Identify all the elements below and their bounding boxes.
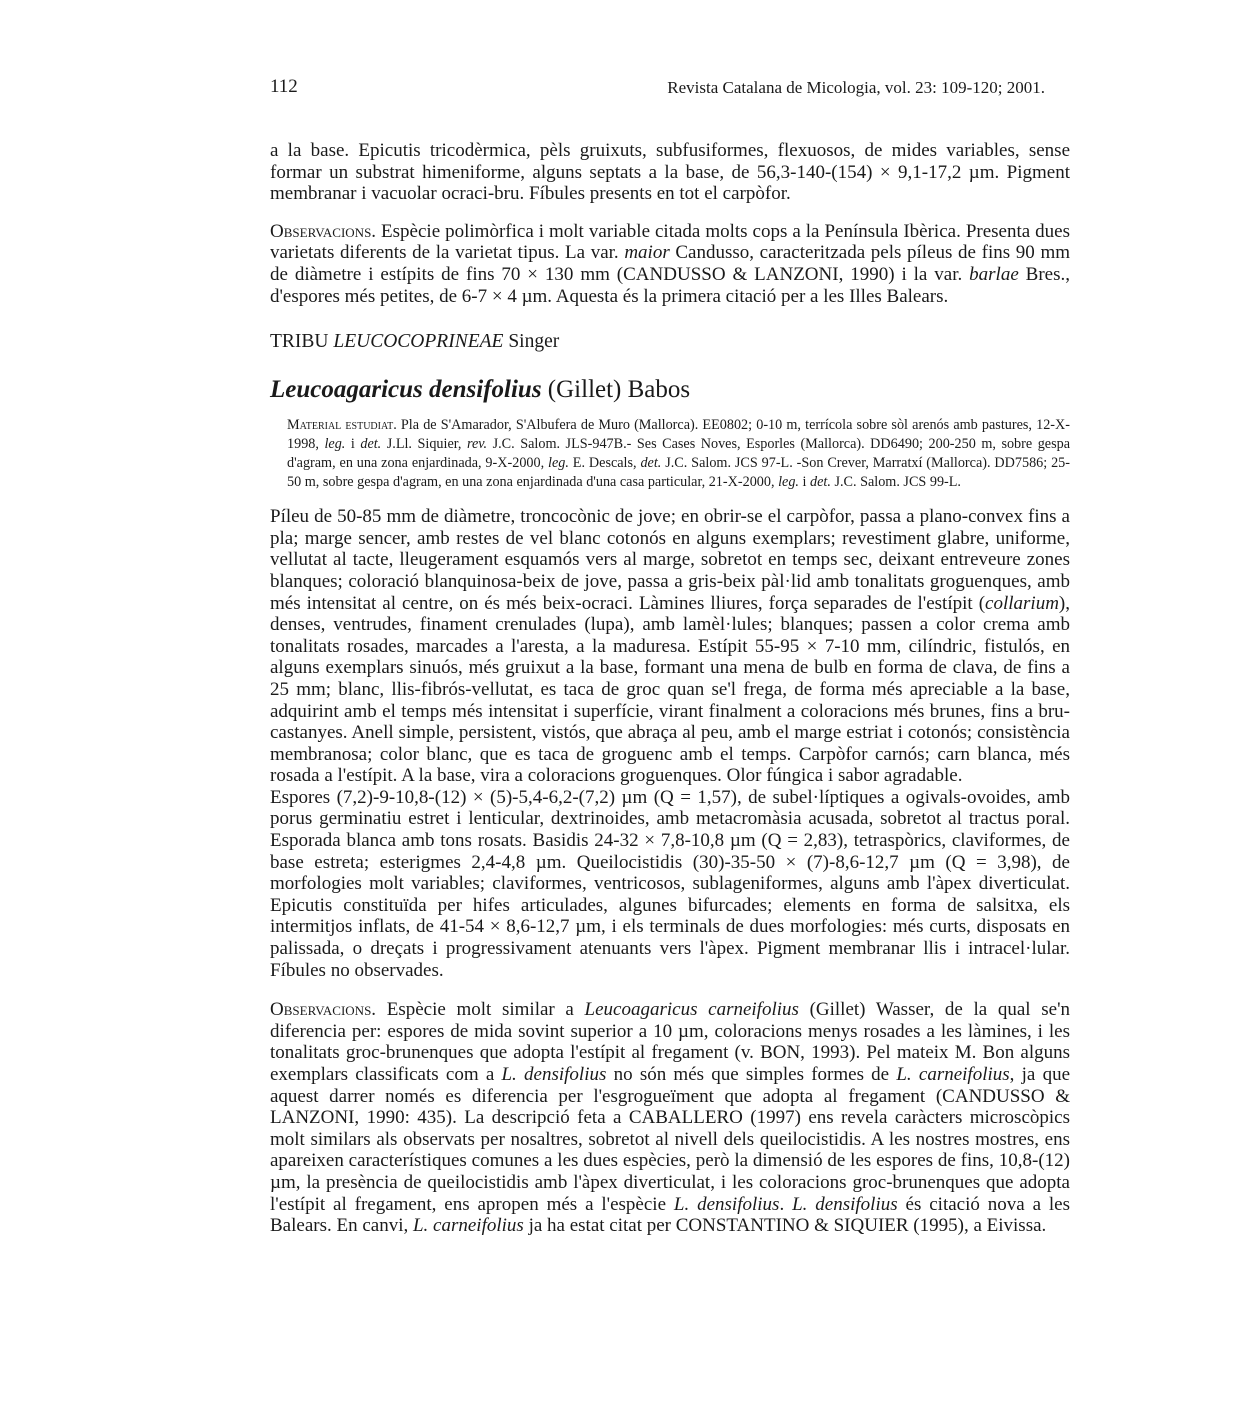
running-header — [270, 76, 1045, 102]
tribe-heading: TRIBU LEUCOCOPRINEAE Singer — [270, 331, 560, 353]
material-label: Material estudiat. — [287, 417, 397, 434]
species-name: Leucoagaricus densifolius — [270, 376, 542, 404]
journal-citation: Revista Catalana de Micologia, vol. 23: 109-120; 2001. — [667, 78, 1045, 97]
material-studied-paragraph: Material estudiat. Pla de S'Amarador, S'Albufera de Muro (Mallorca). EE0802; 0-10 m, terrícola sobre sòl arenós amb pastures, 12-X-1998, leg. i det. J.Ll. Siquier, rev. J.C. Salom. JLS-947B.- Ses Cases Noves, Esporles (Mallorca). DD6490; 200-250 m, sobre gespa d'agram, en una zona enjardinada, 9-X-2000, leg. E. Descals, det. J.C. Salom. JCS 97-L. -Son Crever, Marratxí (Mallorca). DD7586; 25-50 m, sobre gespa d'agram, en una zona enjardinada d'una casa particular, 21-X-2000, leg. i det. J.C. Salom. JCS 99-L. — [287, 417, 1070, 491]
page-number: 112 — [270, 76, 298, 97]
microscopic-description-paragraph: Espores (7,2)-9-10,8-(12) × (5)-5,4-6,2-(7,2) µm (Q = 1,57), de subel·líptiques a ogivals-ovoides, amb porus germinatiu estret i lenticular, dextrinoides, amb metacromàsia acusada, sobretot al tractus poral. Esporada blanca amb tons rosats. Basidis 24-32 × 7,8-10,8 µm (Q = 2,83), tetraspòrics, claviformes, de base estreta; esterigmes 2,4-4,8 µm. Queilocistidis (30)-35-50 × (7)-8,6-12,7 µm (Q = 3,98), de morfologies molt variables; claviformes, ventricosos, sublageniformes, alguns amb l'àpex diverticulat. Epicutis constituïda per hifes articulades, algunes bifurcades; elements en forma de salsitxa, els intermitjos inflats, de 41-54 × 8,6-12,7 µm, i els terminals de dues morfologies: més curts, disposats en palissada, o dreçats i progressivament atenuants vers l'àpex. Pigment membranar llis i intracel·lular. Fíbules no observades. — [270, 786, 1070, 981]
observations-paragraph-1: Observacions. Espècie polimòrfica i molt variable citada molts cops a la Península Ibèrica. Presenta dues varietats diferents de la varietat tipus. La var. maior Candusso, caracteritzada pels píleus de fins 90 mm de diàmetre i estípits de fins 70 × 130 mm (CANDUSSO & LANZONI, 1990) i la var. barlae Bres., d'espores més petites, de 6-7 × 4 µm. Aquesta és la primera citació per a les Illes Balears. — [270, 220, 1070, 307]
observations-paragraph-2: Observacions. Espècie molt similar a Leucoagaricus carneifolius (Gillet) Wasser, de la qual se'n diferencia per: espores de mida sovint superior a 10 µm, coloracions menys rosades a les làmines, i les tonalitats groc-brunenques que adopta l'estípit al fregament (v. BON, 1993). Pel mateix M. Bon alguns exemplars classificats com a L. densifolius no són més que simples formes de L. carneifolius, ja que aquest darrer només es diferencia per l'esgrogueïment que adopta al fregament (CANDUSSO & LANZONI, 1990: 435). La descripció feta a CABALLERO (1997) ens revela caràcters microscòpics molt similars als observats per nosaltres, sobretot al nivell dels queilocistidis. A les nostres mostres, ens apareixen característiques comunes a les dues espècies, però la dimensió de les espores de fins, 10,8-(12) µm, la presència de queilocistidis amb l'àpex diverticulat, i les coloracions groc-brunenques que adopta l'estípit al fregament, ens apropen més a l'espècie L. densifolius. L. densifolius és citació nova a les Balears. En canvi, L. carneifolius ja ha estat citat per CONSTANTINO & SIQUIER (1995), a Eivissa. — [270, 999, 1070, 1237]
observations-label: Observacions. — [270, 220, 377, 242]
observations-label: Observacions. — [270, 999, 377, 1021]
epicutis-paragraph: a la base. Epicutis tricodèrmica, pèls gruixuts, subfusiformes, flexuosos, de mides variables, sense formar un substrat himeniforme, alguns septats a la base, de 56,3-140-(154) × 9,1-17,2 µm. Pigment membranar i vacuolar ocraci-bru. Fíbules presents en tot el carpòfor. — [270, 140, 1070, 205]
species-heading — [270, 376, 1070, 404]
macroscopic-description-paragraph: Píleu de 50-85 mm de diàmetre, troncocònic de jove; en obrir-se el carpòfor, passa a plano-convex fins a pla; marge sencer, amb restes de vel blanc cotonós en alguns exemplars; revestiment glabre, uniforme, vellutat al tacte, lleugerament esquamós vers al marge, sobretot en temps sec, deixant entreveure zones blanques; coloració blanquinosa-beix de jove, passa a gris-beix pàl·lid amb tonalitats groguenques, amb més intensitat al centre, on és més beix-ocraci. Làmines lliures, força separades de l'estípit (collarium), denses, ventrudes, finament crenulades (lupa), amb lamèl·lules; blanques; passen a color crema amb tonalitats rosades, marcades a l'aresta, a la maduresa. Estípit 55-95 × 7-10 mm, cilíndric, fistulós, en alguns exemplars sinuós, més gruixut a la base, formant una mena de bulb en forma de clava, de fins a 25 mm; blanc, llis-fibrós-vellutat, es taca de groc quan se'l frega, de forma més apreciable a la base, adquirint amb el temps més intensitat i superfície, virant finalment a coloracions més brunes, fins a bru-castanyes. Anell simple, persistent, vistós, que abraça al peu, amb el marge estriat i cotonós; consistència membranosa; color blanc, que es taca de groguenc amb el temps. Carpòfor carnós; carn blanca, més rosada a l'estípit. A la base, vira a coloracions groguenques. Olor fúngica i sabor agradable. — [270, 506, 1070, 787]
body-text — [270, 140, 1070, 1237]
species-author: (Gillet) Babos — [541, 376, 691, 404]
